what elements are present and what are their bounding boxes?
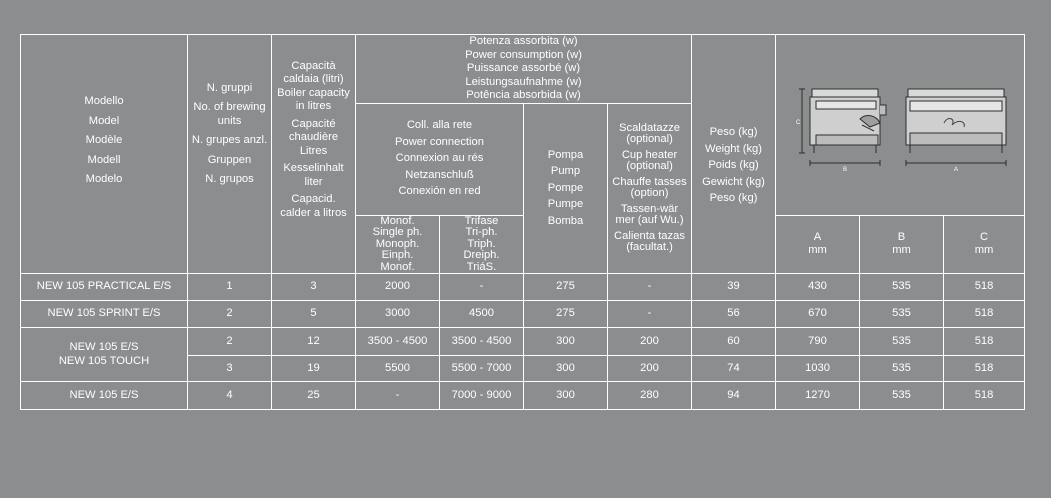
cell-three-phase: 5500 - 7000 (440, 356, 524, 382)
cell-model-line2: NEW 105 TOUCH (58, 354, 150, 367)
header-model-de: Modell (87, 153, 121, 166)
header-capacity (272, 35, 356, 274)
header-model-en: Model (88, 114, 120, 127)
cell-dim-a: 670 (776, 301, 860, 328)
cell-three-phase: - (440, 274, 524, 301)
cell-groups: 3 (188, 356, 272, 382)
cell-dim-b: 535 (860, 328, 944, 356)
header-connection-fr: Connexion au rés (395, 152, 484, 165)
header-weight (692, 35, 776, 274)
header-pump-de: Pumpe (547, 198, 584, 210)
cell-cup-heater: - (608, 301, 692, 328)
cell-weight: 60 (692, 328, 776, 356)
header-groups (188, 35, 272, 274)
cell-cup-heater: 280 (608, 382, 692, 410)
header-groups-en: No. of brewing (193, 101, 266, 113)
cell-pump: 300 (524, 382, 608, 410)
cell-dim-a: 1030 (776, 356, 860, 382)
header-power-it: Potenza assorbita (w) (469, 35, 578, 47)
cell-dim-c: 518 (944, 328, 1025, 356)
header-capacity-en-2: in litres (295, 100, 332, 113)
cell-three-phase: 7000 - 9000 (440, 382, 524, 410)
cell-dim-b: 535 (860, 356, 944, 382)
cell-weight: 74 (692, 356, 776, 382)
header-single-phase (356, 215, 440, 274)
header-weight-fr: Poids (kg) (708, 159, 759, 172)
header-dim-a-letter: A (813, 230, 822, 243)
cell-groups: 2 (188, 328, 272, 356)
header-cup-heater-en-2: (optional) (626, 160, 673, 173)
header-model-it: Modello (84, 95, 124, 108)
spec-table (20, 34, 1025, 410)
header-capacity-fr-2: chaudière (288, 131, 339, 144)
cell-model: NEW 105 PRACTICAL E/S (21, 274, 188, 301)
header-three-phase-es: TriáS. (466, 260, 497, 273)
header-groups-en-2: units (217, 114, 242, 127)
cell-dim-c: 518 (944, 274, 1025, 301)
cell-cup-heater: 200 (608, 356, 692, 382)
cell-dim-b: 535 (860, 382, 944, 410)
machine-diagram-cell (776, 35, 1025, 216)
cell-capacity: 12 (272, 328, 356, 356)
header-power-es: Potência absorbida (w) (466, 89, 581, 101)
header-capacity-it-2: caldaia (litri) (283, 73, 344, 86)
header-dim-a-unit: mm (808, 244, 827, 257)
cell-dim-c: 518 (944, 356, 1025, 382)
header-cup-heater-es: Calienta tazas (614, 229, 685, 242)
header-cup-heater-it-2: (optional) (626, 133, 673, 146)
cell-pump: 275 (524, 274, 608, 301)
cell-groups: 1 (188, 274, 272, 301)
header-capacity-en: Boiler capacity (277, 86, 350, 99)
header-dim-c-letter: C (979, 230, 989, 243)
diagram-label-a: A (954, 166, 959, 173)
cell-weight: 94 (692, 382, 776, 410)
header-connection-de: Netzanschluß (405, 168, 474, 181)
cell-model: NEW 105 SPRINT E/S (21, 301, 188, 328)
header-capacity-fr: Capacité (291, 117, 336, 130)
cell-single-phase: 3000 (356, 301, 440, 328)
cell-capacity: 25 (272, 382, 356, 410)
cell-weight: 39 (692, 274, 776, 301)
header-dim-b-unit: mm (892, 244, 911, 257)
diagram-label-c: C (796, 119, 801, 126)
cell-dim-a: 430 (776, 274, 860, 301)
header-three-phase (440, 215, 524, 274)
cell-groups: 2 (188, 301, 272, 328)
table-row (21, 301, 1025, 328)
header-single-phase-en: Single ph. (372, 226, 423, 238)
diagram-label-b: B (843, 166, 848, 173)
cell-dim-a: 1270 (776, 382, 860, 410)
header-three-phase-en: Tri-ph. (465, 226, 498, 238)
header-single-phase-es: Monof. (380, 260, 415, 273)
cell-dim-a: 790 (776, 328, 860, 356)
header-pump-es: Bomba (547, 214, 584, 227)
header-capacity-es-2: calder a litros (280, 206, 347, 219)
cell-three-phase: 4500 (440, 301, 524, 328)
header-weight-it: Peso (kg) (709, 126, 758, 139)
cell-single-phase: 3500 - 4500 (356, 328, 440, 356)
cell-single-phase: 5500 (356, 356, 440, 382)
header-single-phase-it: Monof. (380, 215, 415, 227)
header-connection (356, 103, 524, 215)
header-connection-es: Conexión en red (398, 185, 481, 198)
cell-cup-heater: - (608, 274, 692, 301)
header-capacity-fr-3: Litres (299, 144, 328, 157)
cell-pump: 300 (524, 356, 608, 382)
header-model (21, 35, 188, 274)
header-power-fr: Puissance assorbé (w) (466, 62, 581, 74)
header-pump-en: Pump (550, 165, 581, 177)
header-single-phase-fr: Monoph. (375, 237, 420, 250)
header-dim-a (776, 215, 860, 274)
cell-capacity: 5 (272, 301, 356, 328)
cell-pump: 300 (524, 328, 608, 356)
cell-dim-b: 535 (860, 301, 944, 328)
header-groups-es: N. grupos (205, 173, 254, 185)
header-dim-c (944, 215, 1025, 274)
header-weight-en: Weight (kg) (705, 142, 763, 155)
header-groups-fr: N. grupes anzl. (191, 134, 268, 146)
header-cup-heater-fr: Chauffe tasses (612, 175, 687, 188)
cell-weight: 56 (692, 301, 776, 328)
header-connection-en: Power connection (395, 135, 484, 148)
header-connection-it: Coll. alla rete (406, 119, 473, 132)
table-row (21, 274, 1025, 301)
cell-three-phase: 3500 - 4500 (440, 328, 524, 356)
cell-model (21, 328, 188, 382)
header-cup-heater-de-2: mer (auf Wu.) (615, 214, 684, 227)
cell-single-phase: - (356, 382, 440, 410)
cell-single-phase: 2000 (356, 274, 440, 301)
header-dim-b-letter: B (897, 230, 906, 243)
cell-model-line1: NEW 105 E/S (69, 341, 139, 353)
cell-cup-heater: 200 (608, 328, 692, 356)
header-cup-heater (608, 103, 692, 274)
header-capacity-it: Capacità (291, 59, 336, 72)
machine-dimension-diagram (780, 75, 1020, 175)
header-pump (524, 103, 608, 274)
cell-capacity: 3 (272, 274, 356, 301)
header-power-de: Leistungsaufnahme (w) (465, 75, 582, 88)
header-dim-b (860, 215, 944, 274)
cell-model: NEW 105 E/S (21, 382, 188, 410)
header-capacity-de-2: liter (304, 175, 323, 188)
header-pump-it: Pompa (547, 148, 584, 161)
header-capacity-de: Kesselinhalt (283, 162, 344, 175)
header-pump-fr: Pompe (547, 181, 584, 194)
header-dim-c-unit: mm (974, 244, 994, 257)
header-model-fr: Modèle (85, 134, 123, 147)
header-model-es: Modelo (85, 173, 123, 186)
table-row (21, 382, 1025, 410)
header-single-phase-de: Einph. (381, 249, 414, 261)
cell-dim-c: 518 (944, 382, 1025, 410)
header-three-phase-de: Dreiph. (463, 249, 500, 261)
header-three-phase-fr: Triph. (467, 237, 496, 250)
header-cup-heater-en: Cup heater (621, 148, 678, 161)
cell-dim-c: 518 (944, 301, 1025, 328)
header-cup-heater-de: Tassen-wär (620, 202, 679, 215)
header-groups-de: Gruppen (207, 153, 252, 166)
header-capacity-es: Capacid. (291, 193, 336, 206)
header-three-phase-it: Trifase (464, 215, 499, 227)
header-groups-it: N. gruppi (206, 81, 253, 94)
cell-pump: 275 (524, 301, 608, 328)
table-row (21, 328, 1025, 356)
header-weight-de: Gewicht (kg) (702, 175, 765, 188)
header-cup-heater-es-2: (facultat.) (626, 241, 673, 254)
header-cup-heater-fr-2: (option) (630, 187, 669, 200)
cell-dim-b: 535 (860, 274, 944, 301)
header-weight-es: Peso (kg) (709, 192, 758, 205)
cell-groups: 4 (188, 382, 272, 410)
header-power-en: Power consumption (w) (465, 48, 582, 61)
header-cup-heater-it: Scaldatazze (619, 121, 680, 134)
header-power (356, 35, 692, 104)
cell-capacity: 19 (272, 356, 356, 382)
